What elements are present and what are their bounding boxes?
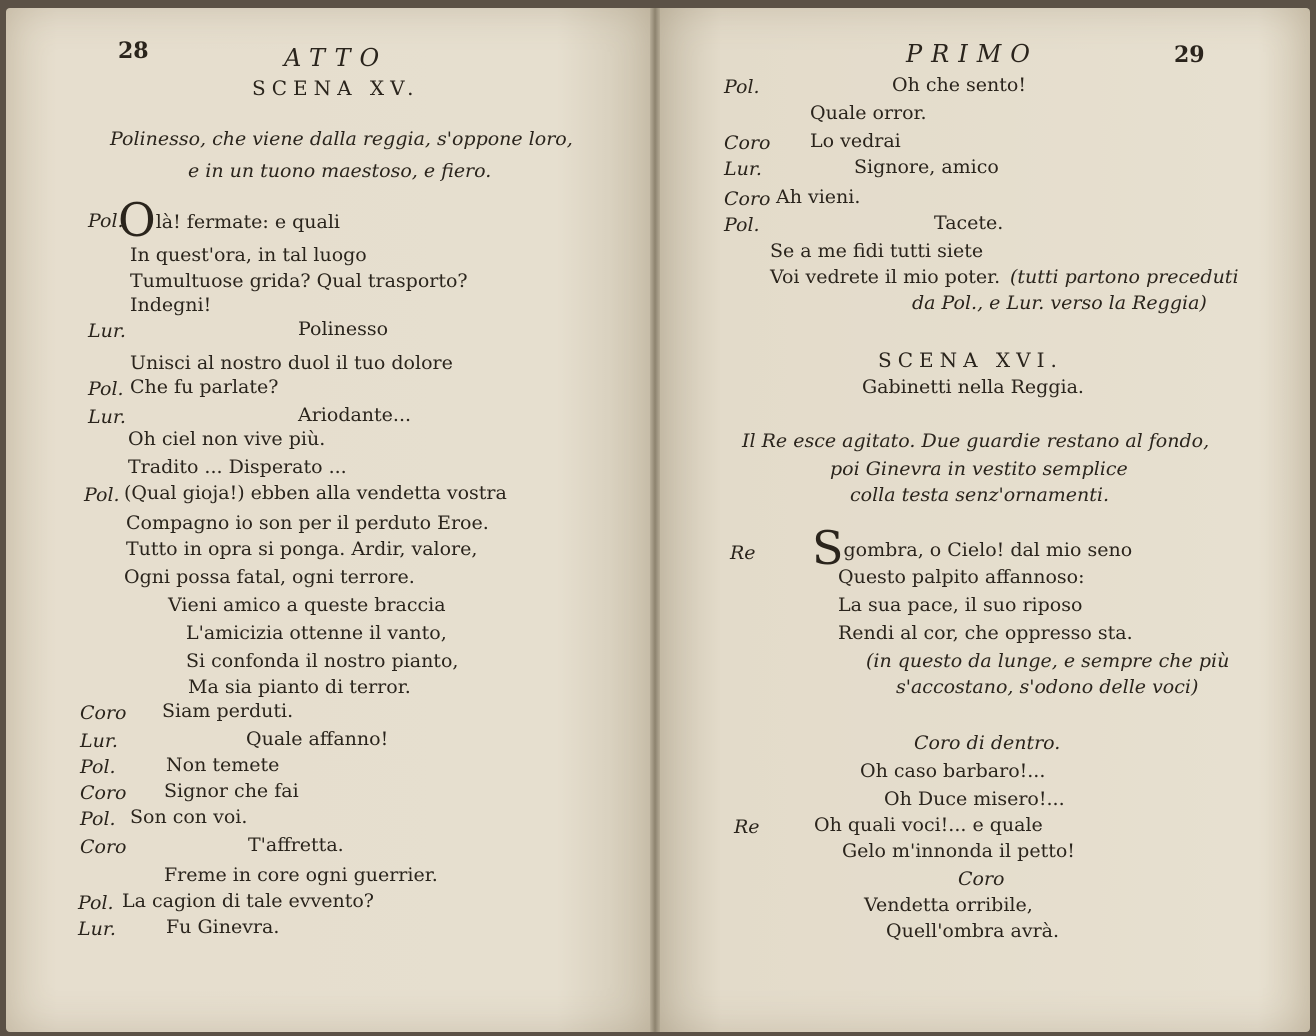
dialogue-line: Son con voi. [130, 806, 248, 828]
dialogue-line: Tacete. [934, 212, 1004, 234]
speaker-label: Lur. [80, 730, 118, 752]
speaker-label: Lur. [88, 406, 126, 428]
dialogue-line: (Qual gioja!) ebben alla vendetta vostra [124, 482, 507, 504]
dialogue-line: L'amicizia ottenne il vanto, [186, 622, 447, 644]
voices-direction-line: s'accostano, s'odono delle voci) [896, 676, 1199, 698]
coro-di-dentro-title: Coro di dentro. [914, 732, 1061, 754]
speaker-label: Coro [80, 782, 127, 804]
speaker-label: Pol. [724, 214, 760, 236]
coro-dentro-line: Oh caso barbaro!... [860, 760, 1046, 782]
coro-line: Quell'ombra avrà. [886, 920, 1060, 942]
page-number-left: 28 [118, 38, 149, 64]
dialogue-line: Voi vedrete il mio poter. [770, 266, 1001, 288]
dialogue-line: Ariodante... [298, 404, 412, 426]
speaker-label: Pol. [84, 484, 120, 506]
aria-line: Rendi al cor, che oppresso sta. [838, 622, 1133, 644]
dialogue-line: Vieni amico a queste braccia [168, 594, 446, 616]
dialogue-line: Polinesso [298, 318, 389, 340]
aria-line: La sua pace, il suo riposo [838, 594, 1083, 616]
coro-line: Vendetta orribile, [864, 894, 1033, 916]
speaker-label: Pol. [78, 892, 114, 914]
dialogue-line: Signor che fai [164, 780, 299, 802]
aria-line: Questo palpito affannoso: [838, 566, 1085, 588]
dialogue-line: Indegni! [130, 294, 212, 316]
coro-dentro-line: Oh Duce misero!... [884, 788, 1065, 810]
dialogue-line: Ma sia pianto di terror. [188, 676, 411, 698]
running-head-right: PRIMO [906, 40, 1039, 68]
re-line: Gelo m'innonda il petto! [842, 840, 1075, 862]
speaker-label: Pol. [80, 756, 116, 778]
speaker-label: Coro [80, 702, 127, 724]
scene-title-xvi: SCENA XVI. [878, 348, 1063, 372]
exit-direction-line: (tutti partono preceduti [1010, 266, 1239, 288]
dialogue-line: Siam perduti. [162, 700, 294, 722]
page-number-right: 29 [1174, 42, 1205, 68]
dialogue-line: Fu Ginevra. [166, 916, 280, 938]
voices-direction-line: (in questo da lunge, e sempre che più [866, 650, 1230, 672]
dialogue-line: Che fu parlate? [130, 376, 279, 398]
dialogue-line: Tumultuose grida? Qual trasporto? [130, 270, 468, 292]
speaker-label: Lur. [88, 320, 126, 342]
dialogue-line: Tutto in opra si ponga. Ardir, valore, [126, 538, 478, 560]
dialogue-line: Oh che sento! [892, 74, 1026, 96]
speaker-label: Coro [80, 836, 127, 858]
speaker-label: Re [730, 542, 756, 564]
drop-cap: S [812, 521, 844, 575]
dialogue-line: La cagion di tale evvento? [122, 890, 374, 912]
speaker-label: Lur. [724, 158, 762, 180]
speaker-label: Coro [724, 132, 771, 154]
dialogue-line: Freme in core ogni guerrier. [164, 864, 438, 886]
stage-direction-line: Polinesso, che viene dalla reggia, s'oppone loro, [110, 128, 573, 150]
scene-location: Gabinetti nella Reggia. [862, 376, 1084, 398]
speaker-label: Re [734, 816, 760, 838]
scene-title-xv: SCENA XV. [252, 76, 420, 100]
dialogue-line: Lo vedrai [810, 130, 901, 152]
dialogue-line: T'affretta. [248, 834, 344, 856]
dialogue-line: Compagno io son per il perduto Eroe. [126, 512, 489, 534]
dialogue-line: Non temete [166, 754, 280, 776]
stage-direction-line: poi Ginevra in vestito semplice [830, 458, 1128, 480]
dialogue-line: Ah vieni. [776, 186, 861, 208]
dialogue-line: In quest'ora, in tal luogo [130, 244, 367, 266]
speaker-label: Pol. [80, 808, 116, 830]
aria-first-line: Sgombra, o Cielo! dal mio seno [812, 521, 1133, 575]
drop-cap: O [118, 193, 156, 247]
dialogue-line: Quale orror. [810, 102, 927, 124]
running-head-left: ATTO [284, 44, 389, 72]
stage-direction-line: colla testa senz'ornamenti. [850, 484, 1110, 506]
dialogue-line: Olà! fermate: e quali [118, 193, 340, 247]
exit-direction-line: da Pol., e Lur. verso la Reggia) [912, 292, 1207, 314]
dialogue-line: Unisci al nostro duol il tuo dolore [130, 352, 453, 374]
dialogue-line: Tradito ... Disperato ... [128, 456, 347, 478]
speaker-label: Pol. [88, 210, 124, 232]
speaker-label: Pol. [88, 378, 124, 400]
re-line: Oh quali voci!... e quale [814, 814, 1043, 836]
book-gutter [650, 8, 660, 1032]
stage-direction-line: e in un tuono maestoso, e fiero. [188, 160, 492, 182]
dialogue-line: Se a me fidi tutti siete [770, 240, 984, 262]
stage-direction-line: Il Re esce agitato. Due guardie restano al fondo, [742, 430, 1210, 452]
dialogue-line: Ogni possa fatal, ogni terrore. [124, 566, 415, 588]
dialogue-line: Si confonda il nostro pianto, [186, 650, 459, 672]
speaker-label: Lur. [78, 918, 116, 940]
dialogue-line: Oh ciel non vive più. [128, 428, 326, 450]
dialogue-line: Signore, amico [854, 156, 999, 178]
speaker-label: Pol. [724, 76, 760, 98]
dialogue-line: Quale affanno! [246, 728, 389, 750]
speaker-label: Coro [724, 188, 771, 210]
speaker-label: Coro [958, 868, 1005, 890]
